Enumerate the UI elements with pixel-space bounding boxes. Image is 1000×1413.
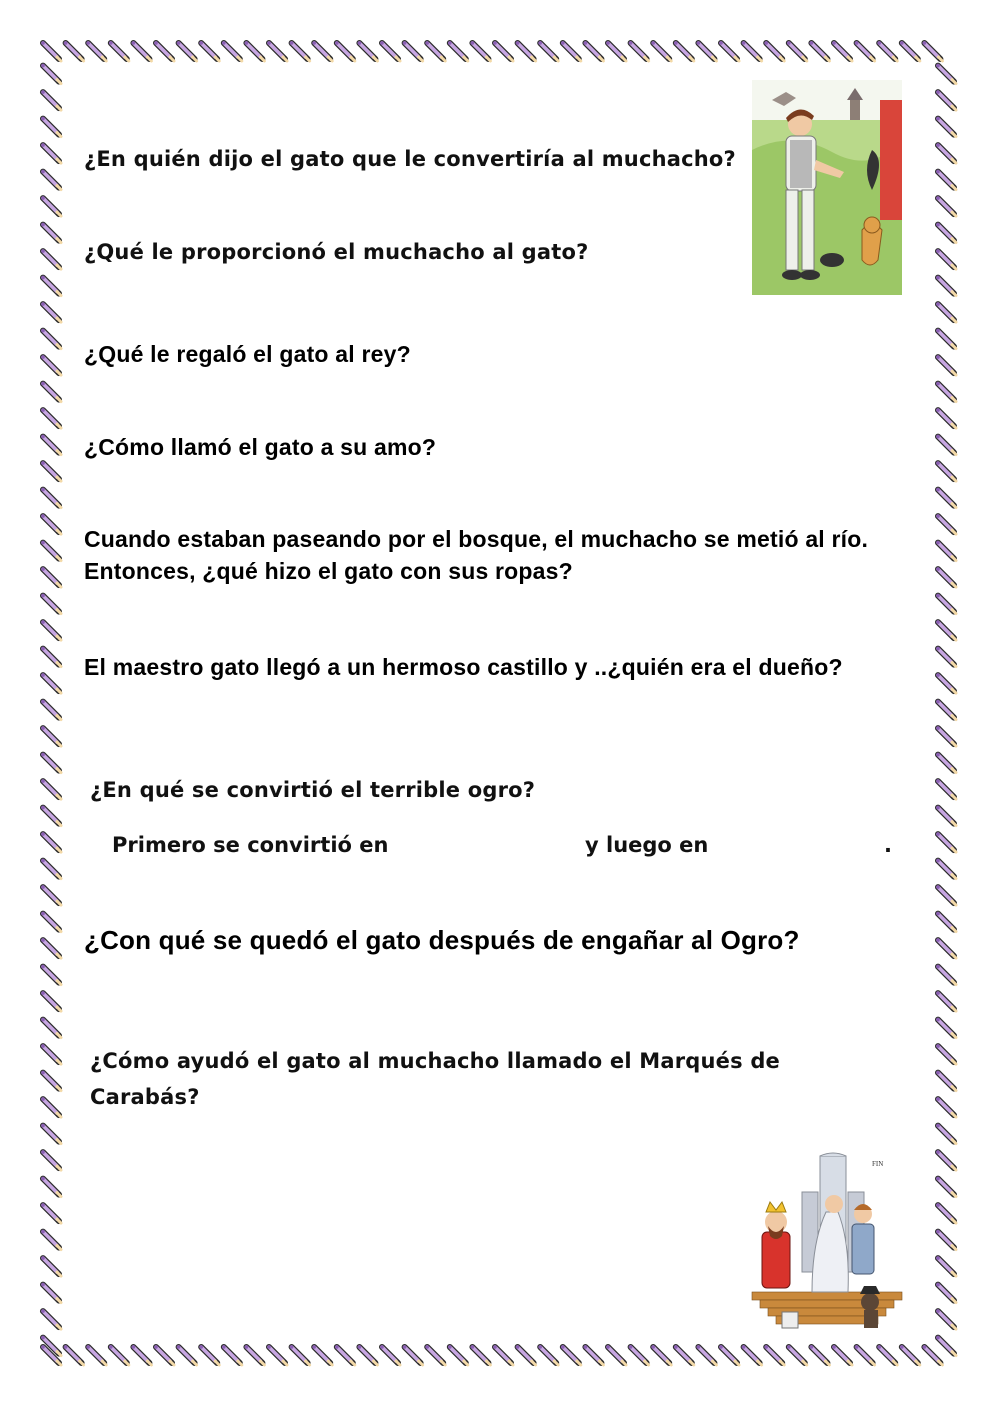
pencil-icon xyxy=(584,41,604,61)
pencil-icon xyxy=(41,965,61,985)
pencil-icon xyxy=(41,991,61,1011)
pencil-icon xyxy=(936,806,956,826)
pencil-icon xyxy=(764,1345,784,1365)
question-4: ¿Cómo llamó el gato a su amo? xyxy=(84,434,437,460)
pencil-icon xyxy=(936,514,956,534)
pencil-icon xyxy=(41,1097,61,1117)
pencil-icon xyxy=(312,1345,332,1365)
pencil-icon xyxy=(629,1345,649,1365)
pencil-icon xyxy=(810,41,830,61)
pencil-icon xyxy=(335,41,355,61)
pencil-icon xyxy=(448,41,468,61)
pencil-icon xyxy=(41,170,61,190)
pencil-icon xyxy=(606,1345,626,1365)
pencil-icon xyxy=(742,1345,762,1365)
pencil-icon xyxy=(41,302,61,322)
pencil-icon xyxy=(936,726,956,746)
pencil-icon xyxy=(493,41,513,61)
pencil-icon xyxy=(936,1203,956,1223)
pencil-icon xyxy=(425,1345,445,1365)
pencil-icon xyxy=(936,461,956,481)
pencil-icon xyxy=(64,41,84,61)
pencil-icon xyxy=(335,1345,355,1365)
pencil-icon xyxy=(41,1018,61,1038)
fill-in-part-1: Primero se convirtió en xyxy=(112,833,389,857)
pencil-icon xyxy=(222,1345,242,1365)
pencil-icon xyxy=(41,488,61,508)
pencil-icon xyxy=(936,1044,956,1064)
pencil-icon xyxy=(936,620,956,640)
pencil-icon xyxy=(936,991,956,1011)
pencil-icon xyxy=(936,1256,956,1276)
pencil-icon xyxy=(41,567,61,587)
pencil-icon xyxy=(936,1124,956,1144)
pencil-icon xyxy=(41,329,61,349)
pencil-icon xyxy=(245,1345,265,1365)
pencil-icon xyxy=(86,41,106,61)
pencil-icon xyxy=(936,832,956,852)
boy-and-cat-illustration xyxy=(752,80,902,295)
pencil-icon xyxy=(267,41,287,61)
pencil-icon xyxy=(832,41,852,61)
pencil-icon xyxy=(719,41,739,61)
pencil-icon xyxy=(290,41,310,61)
pencil-icon xyxy=(936,64,956,84)
pencil-icon xyxy=(41,673,61,693)
question-7: ¿En qué se convirtió el terrible ogro? xyxy=(90,778,536,802)
pencil-icon xyxy=(380,41,400,61)
pencil-icon xyxy=(936,1071,956,1091)
pencil-icon xyxy=(132,41,152,61)
question-3: ¿Qué le regaló el gato al rey? xyxy=(84,341,411,367)
pencil-icon xyxy=(471,41,491,61)
pencil-icon xyxy=(538,41,558,61)
pencil-icon xyxy=(41,276,61,296)
pencil-icon xyxy=(936,859,956,879)
pencil-icon xyxy=(41,435,61,455)
pencil-icon xyxy=(936,938,956,958)
pencil-icon xyxy=(606,41,626,61)
pencil-icon xyxy=(41,912,61,932)
pencil-icon xyxy=(936,1283,956,1303)
pencil-icon xyxy=(41,594,61,614)
pencil-icon xyxy=(936,355,956,375)
pencil-icon xyxy=(936,249,956,269)
pencil-icon xyxy=(810,1345,830,1365)
pencil-icon xyxy=(425,41,445,61)
pencil-icon xyxy=(448,1345,468,1365)
pencil-icon xyxy=(674,1345,694,1365)
pencil-icon xyxy=(177,41,197,61)
pencil-icon xyxy=(41,514,61,534)
pencil-icon xyxy=(936,753,956,773)
pencil-icon xyxy=(41,408,61,428)
pencil-icon xyxy=(41,196,61,216)
pencil-icon xyxy=(41,355,61,375)
pencil-icon xyxy=(41,64,61,84)
pencil-icon xyxy=(832,1345,852,1365)
question-9: ¿Cómo ayudó el gato al muchacho llamado el Marqués de Carabás? xyxy=(90,1049,781,1109)
pencil-icon xyxy=(267,1345,287,1365)
question-2: ¿Qué le proporcionó el muchacho al gato? xyxy=(84,240,589,264)
pencil-icon xyxy=(41,143,61,163)
pencil-icon xyxy=(936,382,956,402)
pencil-icon xyxy=(936,567,956,587)
pencil-icon xyxy=(41,1071,61,1091)
pencil-icon xyxy=(312,41,332,61)
pencil-icon xyxy=(516,41,536,61)
pencil-icon xyxy=(154,41,174,61)
pencil-icon xyxy=(936,1309,956,1329)
pencil-icon xyxy=(936,329,956,349)
pencil-icon xyxy=(41,1150,61,1170)
pencil-icon xyxy=(41,223,61,243)
pencil-icon xyxy=(493,1345,513,1365)
pencil-icon xyxy=(41,541,61,561)
pencil-icon xyxy=(674,41,694,61)
pencil-icon xyxy=(877,41,897,61)
pencil-icon xyxy=(403,1345,423,1365)
pencil-icon xyxy=(41,1124,61,1144)
pencil-icon xyxy=(936,912,956,932)
pencil-icon xyxy=(936,196,956,216)
pencil-icon xyxy=(41,938,61,958)
pencil-icon xyxy=(245,41,265,61)
pencil-icon xyxy=(41,647,61,667)
pencil-icon xyxy=(358,41,378,61)
pencil-icon xyxy=(41,249,61,269)
pencil-icon xyxy=(651,41,671,61)
pencil-icon xyxy=(936,435,956,455)
pencil-icon xyxy=(697,1345,717,1365)
pencil-icon xyxy=(787,41,807,61)
pencil-icon xyxy=(936,1177,956,1197)
question-6: El maestro gato llegó a un hermoso castillo y ..¿quién era el dueño? xyxy=(84,654,843,680)
question-5: Cuando estaban paseando por el bosque, el muchacho se metió al río. Entonces, ¿qué hizo el gato con sus ropas? xyxy=(84,526,869,584)
pencil-icon xyxy=(41,1345,61,1365)
pencil-icon xyxy=(900,1345,920,1365)
fill-in-part-2: y luego en xyxy=(585,833,709,857)
pencil-icon xyxy=(41,726,61,746)
pencil-icon xyxy=(41,1283,61,1303)
pencil-icon xyxy=(923,1345,943,1365)
fill-in-end: . xyxy=(884,833,892,857)
fin-label: FIN xyxy=(872,1160,884,1168)
pencil-icon xyxy=(936,276,956,296)
pencil-icon xyxy=(855,41,875,61)
pencil-icon xyxy=(41,1230,61,1250)
pencil-icon xyxy=(380,1345,400,1365)
pencil-icon xyxy=(651,1345,671,1365)
royal-wedding-illustration xyxy=(742,1152,914,1332)
pencil-icon xyxy=(41,806,61,826)
pencil-icon xyxy=(41,753,61,773)
question-8: ¿Con qué se quedó el gato después de engañar al Ogro? xyxy=(84,925,800,955)
pencil-icon xyxy=(936,700,956,720)
pencil-icon xyxy=(41,41,61,61)
pencil-icon xyxy=(936,408,956,428)
pencil-icon xyxy=(561,41,581,61)
pencil-icon xyxy=(719,1345,739,1365)
pencil-icon xyxy=(41,859,61,879)
pencil-icon xyxy=(787,1345,807,1365)
pencil-icon xyxy=(936,1230,956,1250)
pencil-icon xyxy=(936,647,956,667)
pencil-icon xyxy=(154,1345,174,1365)
pencil-icon xyxy=(222,41,242,61)
pencil-icon xyxy=(41,885,61,905)
pencil-icon xyxy=(538,1345,558,1365)
pencil-icon xyxy=(41,1256,61,1276)
pencil-icon xyxy=(936,779,956,799)
pencil-icon xyxy=(936,170,956,190)
pencil-icon xyxy=(877,1345,897,1365)
pencil-icon xyxy=(936,143,956,163)
pencil-icon xyxy=(936,594,956,614)
pencil-icon xyxy=(584,1345,604,1365)
pencil-icon xyxy=(41,117,61,137)
pencil-icon xyxy=(936,673,956,693)
pencil-icon xyxy=(936,885,956,905)
pencil-icon xyxy=(936,1336,956,1356)
pencil-icon xyxy=(936,223,956,243)
pencil-icon xyxy=(132,1345,152,1365)
pencil-icon xyxy=(177,1345,197,1365)
pencil-icon xyxy=(855,1345,875,1365)
pencil-icon xyxy=(936,1097,956,1117)
question-1: ¿En quién dijo el gato que le convertiría al muchacho? xyxy=(84,147,736,171)
pencil-icon xyxy=(936,90,956,110)
pencil-icon xyxy=(471,1345,491,1365)
pencil-icon xyxy=(41,1044,61,1064)
pencil-icon xyxy=(41,1177,61,1197)
pencil-icon xyxy=(936,488,956,508)
pencil-icon xyxy=(109,1345,129,1365)
pencil-icon xyxy=(199,1345,219,1365)
pencil-icon xyxy=(41,832,61,852)
pencil-icon xyxy=(109,41,129,61)
pencil-icon xyxy=(936,1150,956,1170)
pencil-icon xyxy=(41,1336,61,1356)
pencil-icon xyxy=(41,1309,61,1329)
pencil-icon xyxy=(900,41,920,61)
pencil-icon xyxy=(41,779,61,799)
pencil-icon xyxy=(764,41,784,61)
pencil-icon xyxy=(41,1203,61,1223)
pencil-icon xyxy=(561,1345,581,1365)
pencil-icon xyxy=(41,461,61,481)
pencil-icon xyxy=(199,41,219,61)
pencil-icon xyxy=(629,41,649,61)
pencil-icon xyxy=(64,1345,84,1365)
pencil-icon xyxy=(742,41,762,61)
pencil-icon xyxy=(936,965,956,985)
pencil-icon xyxy=(86,1345,106,1365)
pencil-icon xyxy=(41,620,61,640)
pencil-icon xyxy=(358,1345,378,1365)
pencil-icon xyxy=(936,1018,956,1038)
pencil-icon xyxy=(923,41,943,61)
pencil-icon xyxy=(516,1345,536,1365)
pencil-icon xyxy=(403,41,423,61)
pencil-icon xyxy=(290,1345,310,1365)
pencil-icon xyxy=(41,700,61,720)
pencil-icon xyxy=(936,117,956,137)
pencil-icon xyxy=(936,541,956,561)
pencil-icon xyxy=(41,90,61,110)
pencil-icon xyxy=(41,382,61,402)
pencil-icon xyxy=(936,302,956,322)
pencil-icon xyxy=(697,41,717,61)
